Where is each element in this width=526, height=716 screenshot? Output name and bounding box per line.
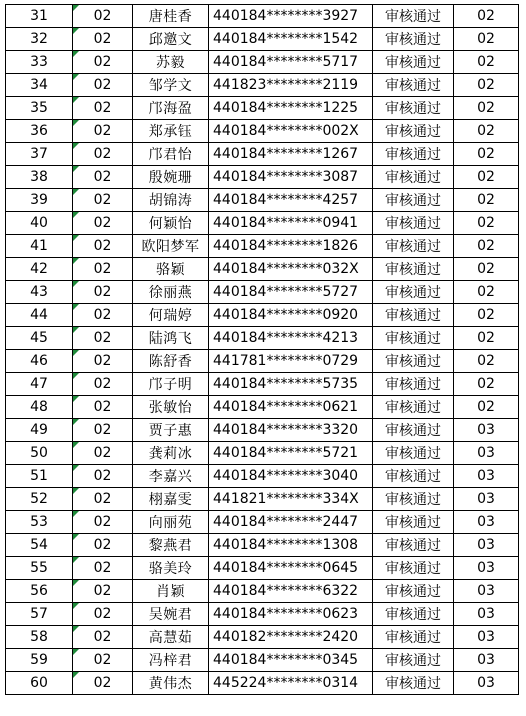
category-code-cell[interactable]: 02 xyxy=(454,28,519,51)
review-status-cell[interactable]: 审核通过 xyxy=(373,258,454,281)
group-code-text: 02 xyxy=(93,468,112,484)
group-code-cell[interactable] xyxy=(73,603,133,626)
id-number-cell[interactable]: 440184********0645 xyxy=(209,557,373,580)
review-status-cell[interactable]: 审核通过 xyxy=(373,603,454,626)
green-triangle-indicator-icon xyxy=(73,511,79,517)
group-code-cell[interactable] xyxy=(73,120,133,143)
applicant-name-cell[interactable]: 龚莉冰 xyxy=(133,442,209,465)
table-row[interactable] xyxy=(6,419,519,442)
category-code-cell[interactable]: 02 xyxy=(454,5,519,28)
green-triangle-indicator-icon xyxy=(73,5,79,11)
applicant-name-cell[interactable]: 邝君怡 xyxy=(133,143,209,166)
id-number-cell[interactable]: 440184********0623 xyxy=(209,603,373,626)
category-code-cell[interactable]: 02 xyxy=(454,74,519,97)
group-code-cell[interactable] xyxy=(73,5,133,28)
review-status-cell[interactable]: 审核通过 xyxy=(373,212,454,235)
group-code-cell[interactable] xyxy=(73,74,133,97)
category-code-cell[interactable]: 02 xyxy=(454,189,519,212)
group-code-cell[interactable] xyxy=(73,442,133,465)
group-code-text: 02 xyxy=(93,537,112,553)
review-status-cell[interactable]: 审核通过 xyxy=(373,649,454,672)
review-status-cell[interactable]: 审核通过 xyxy=(373,97,454,120)
group-code-cell[interactable] xyxy=(73,534,133,557)
green-triangle-indicator-icon xyxy=(73,442,79,448)
table-row[interactable] xyxy=(6,281,519,304)
table-row[interactable] xyxy=(6,534,519,557)
category-code-cell[interactable]: 03 xyxy=(454,626,519,649)
review-status-cell[interactable]: 审核通过 xyxy=(373,189,454,212)
category-code-cell[interactable]: 03 xyxy=(454,649,519,672)
group-code-cell[interactable] xyxy=(73,626,133,649)
id-number-cell[interactable]: 440184********3040 xyxy=(209,465,373,488)
group-code-cell[interactable] xyxy=(73,419,133,442)
row-number-cell[interactable]: 47 xyxy=(6,373,73,396)
category-code-cell[interactable]: 02 xyxy=(454,350,519,373)
id-number-cell[interactable]: 440184********5727 xyxy=(209,281,373,304)
review-status-cell[interactable]: 审核通过 xyxy=(373,465,454,488)
group-code-text: 02 xyxy=(93,146,112,162)
green-triangle-indicator-icon xyxy=(73,189,79,195)
applicant-name-cell[interactable]: 贾子惠 xyxy=(133,419,209,442)
review-status-cell[interactable]: 审核通过 xyxy=(373,442,454,465)
category-code-cell[interactable]: 02 xyxy=(454,373,519,396)
row-number-cell[interactable]: 52 xyxy=(6,488,73,511)
applicant-name-cell[interactable]: 张敏怡 xyxy=(133,396,209,419)
group-code-cell[interactable] xyxy=(73,580,133,603)
review-status-cell[interactable]: 审核通过 xyxy=(373,350,454,373)
group-code-text: 02 xyxy=(93,583,112,599)
row-number-cell[interactable]: 58 xyxy=(6,626,73,649)
table-row[interactable] xyxy=(6,672,519,695)
group-code-cell[interactable] xyxy=(73,396,133,419)
group-code-text: 02 xyxy=(93,8,112,24)
group-code-cell[interactable] xyxy=(73,235,133,258)
group-code-text: 02 xyxy=(93,77,112,93)
group-code-text: 02 xyxy=(93,330,112,346)
id-number-cell[interactable]: 441781********0729 xyxy=(209,350,373,373)
review-status-cell[interactable]: 审核通过 xyxy=(373,166,454,189)
applicant-name-cell[interactable]: 唐桂香 xyxy=(133,5,209,28)
green-triangle-indicator-icon xyxy=(73,534,79,540)
group-code-text: 02 xyxy=(93,652,112,668)
group-code-text: 02 xyxy=(93,307,112,323)
group-code-text: 02 xyxy=(93,284,112,300)
applicant-name-cell[interactable]: 邱邀文 xyxy=(133,28,209,51)
applicant-name-cell[interactable]: 骆颖 xyxy=(133,258,209,281)
category-code-cell[interactable]: 02 xyxy=(454,143,519,166)
category-code-cell[interactable]: 03 xyxy=(454,672,519,695)
id-number-cell[interactable]: 440184********5721 xyxy=(209,442,373,465)
green-triangle-indicator-icon xyxy=(73,143,79,149)
group-code-text: 02 xyxy=(93,100,112,116)
id-number-cell[interactable]: 440184********4213 xyxy=(209,327,373,350)
applicant-name-cell[interactable]: 苏毅 xyxy=(133,51,209,74)
id-number-cell[interactable]: 445224********0314 xyxy=(209,672,373,695)
row-number-cell[interactable]: 38 xyxy=(6,166,73,189)
id-number-cell[interactable]: 440184********5735 xyxy=(209,373,373,396)
review-status-cell[interactable]: 审核通过 xyxy=(373,120,454,143)
green-triangle-indicator-icon xyxy=(73,28,79,34)
review-status-cell[interactable]: 审核通过 xyxy=(373,557,454,580)
category-code-cell[interactable]: 03 xyxy=(454,580,519,603)
group-code-text: 02 xyxy=(93,215,112,231)
row-number-cell[interactable]: 44 xyxy=(6,304,73,327)
group-code-cell[interactable] xyxy=(73,97,133,120)
applicant-name-cell[interactable]: 冯梓君 xyxy=(133,649,209,672)
group-code-text: 02 xyxy=(93,169,112,185)
group-code-cell[interactable] xyxy=(73,465,133,488)
applicant-name-cell[interactable]: 欧阳梦军 xyxy=(133,235,209,258)
green-triangle-indicator-icon xyxy=(73,419,79,425)
id-number-cell[interactable]: 440184********0345 xyxy=(209,649,373,672)
review-status-cell[interactable]: 审核通过 xyxy=(373,373,454,396)
review-status-cell[interactable]: 审核通过 xyxy=(373,304,454,327)
id-number-cell[interactable]: 440184********3927 xyxy=(209,5,373,28)
review-status-cell[interactable]: 审核通过 xyxy=(373,5,454,28)
row-number-cell[interactable]: 43 xyxy=(6,281,73,304)
results-table xyxy=(5,4,519,695)
row-number-cell[interactable]: 41 xyxy=(6,235,73,258)
green-triangle-indicator-icon xyxy=(73,235,79,241)
green-triangle-indicator-icon xyxy=(73,327,79,333)
table-row[interactable] xyxy=(6,511,519,534)
group-code-text: 02 xyxy=(93,376,112,392)
group-code-cell[interactable] xyxy=(73,649,133,672)
table-row[interactable] xyxy=(6,350,519,373)
group-code-cell[interactable] xyxy=(73,281,133,304)
row-number-cell[interactable]: 54 xyxy=(6,534,73,557)
id-number-cell[interactable]: 440184********0920 xyxy=(209,304,373,327)
row-number-cell[interactable]: 33 xyxy=(6,51,73,74)
table-row[interactable] xyxy=(6,603,519,626)
review-status-cell[interactable]: 审核通过 xyxy=(373,143,454,166)
review-status-cell[interactable]: 审核通过 xyxy=(373,51,454,74)
table-row[interactable] xyxy=(6,212,519,235)
green-triangle-indicator-icon xyxy=(73,603,79,609)
id-number-cell[interactable]: 440184********1308 xyxy=(209,534,373,557)
group-code-text: 02 xyxy=(93,123,112,139)
green-triangle-indicator-icon xyxy=(73,166,79,172)
group-code-text: 02 xyxy=(93,238,112,254)
green-triangle-indicator-icon xyxy=(73,258,79,264)
applicant-name-cell[interactable]: 郑承钰 xyxy=(133,120,209,143)
table-row[interactable] xyxy=(6,166,519,189)
applicant-name-cell[interactable]: 黎燕君 xyxy=(133,534,209,557)
row-number-cell[interactable]: 40 xyxy=(6,212,73,235)
green-triangle-indicator-icon xyxy=(73,74,79,80)
table-row[interactable] xyxy=(6,465,519,488)
review-status-cell[interactable]: 审核通过 xyxy=(373,327,454,350)
table-row[interactable] xyxy=(6,304,519,327)
review-status-cell[interactable]: 审核通过 xyxy=(373,74,454,97)
category-code-cell[interactable]: 03 xyxy=(454,442,519,465)
page-bottom-margin xyxy=(0,710,526,716)
group-code-cell[interactable] xyxy=(73,672,133,695)
id-number-cell[interactable]: 440184********2447 xyxy=(209,511,373,534)
review-status-cell[interactable]: 审核通过 xyxy=(373,511,454,534)
row-number-cell[interactable]: 53 xyxy=(6,511,73,534)
applicant-name-cell[interactable]: 陆鸿飞 xyxy=(133,327,209,350)
id-number-cell[interactable]: 441823********2119 xyxy=(209,74,373,97)
table-row[interactable] xyxy=(6,51,519,74)
table-row[interactable] xyxy=(6,28,519,51)
applicant-name-cell[interactable]: 邝海盈 xyxy=(133,97,209,120)
category-code-cell[interactable]: 02 xyxy=(454,304,519,327)
green-triangle-indicator-icon xyxy=(73,626,79,632)
table-row[interactable] xyxy=(6,557,519,580)
table-row[interactable] xyxy=(6,488,519,511)
group-code-cell[interactable] xyxy=(73,327,133,350)
applicant-name-cell[interactable]: 李嘉兴 xyxy=(133,465,209,488)
table-row[interactable] xyxy=(6,143,519,166)
id-number-cell[interactable]: 440184********0941 xyxy=(209,212,373,235)
row-number-cell[interactable]: 32 xyxy=(6,28,73,51)
review-status-cell[interactable]: 审核通过 xyxy=(373,235,454,258)
group-code-text: 02 xyxy=(93,261,112,277)
group-code-cell[interactable] xyxy=(73,28,133,51)
category-code-cell[interactable]: 03 xyxy=(454,534,519,557)
category-code-cell[interactable]: 02 xyxy=(454,97,519,120)
group-code-text: 02 xyxy=(93,514,112,530)
group-code-cell[interactable] xyxy=(73,557,133,580)
table-row[interactable] xyxy=(6,74,519,97)
table-row[interactable] xyxy=(6,327,519,350)
table-row[interactable] xyxy=(6,235,519,258)
row-number-cell[interactable]: 49 xyxy=(6,419,73,442)
group-code-cell[interactable] xyxy=(73,511,133,534)
row-number-cell[interactable]: 48 xyxy=(6,396,73,419)
category-code-cell[interactable]: 03 xyxy=(454,419,519,442)
category-code-cell[interactable]: 02 xyxy=(454,212,519,235)
green-triangle-indicator-icon xyxy=(73,304,79,310)
group-code-cell[interactable] xyxy=(73,143,133,166)
table-row[interactable] xyxy=(6,189,519,212)
row-number-cell[interactable]: 60 xyxy=(6,672,73,695)
review-status-cell[interactable]: 审核通过 xyxy=(373,580,454,603)
id-number-cell[interactable]: 440184********032X xyxy=(209,258,373,281)
applicant-name-cell[interactable]: 徐丽燕 xyxy=(133,281,209,304)
table-body xyxy=(6,5,519,695)
green-triangle-indicator-icon xyxy=(73,557,79,563)
category-code-cell[interactable]: 03 xyxy=(454,557,519,580)
group-code-cell[interactable] xyxy=(73,189,133,212)
row-number-cell[interactable]: 45 xyxy=(6,327,73,350)
category-code-cell[interactable]: 03 xyxy=(454,511,519,534)
category-code-cell[interactable]: 02 xyxy=(454,51,519,74)
group-code-cell[interactable] xyxy=(73,304,133,327)
table-row[interactable] xyxy=(6,97,519,120)
applicant-name-cell[interactable]: 邹学文 xyxy=(133,74,209,97)
id-number-cell[interactable]: 440184********4257 xyxy=(209,189,373,212)
group-code-text: 02 xyxy=(93,353,112,369)
group-code-text: 02 xyxy=(93,399,112,415)
table-row[interactable] xyxy=(6,5,519,28)
green-triangle-indicator-icon xyxy=(73,373,79,379)
id-number-cell[interactable]: 440184********1826 xyxy=(209,235,373,258)
group-code-cell[interactable] xyxy=(73,258,133,281)
green-triangle-indicator-icon xyxy=(73,350,79,356)
id-number-cell[interactable]: 440184********002X xyxy=(209,120,373,143)
applicant-name-cell[interactable]: 邝子明 xyxy=(133,373,209,396)
group-code-cell[interactable] xyxy=(73,350,133,373)
category-code-cell[interactable]: 03 xyxy=(454,488,519,511)
category-code-cell[interactable]: 02 xyxy=(454,327,519,350)
group-code-cell[interactable] xyxy=(73,373,133,396)
applicant-name-cell[interactable]: 吴婉君 xyxy=(133,603,209,626)
group-code-text: 02 xyxy=(93,675,112,691)
applicant-name-cell[interactable]: 高慧茹 xyxy=(133,626,209,649)
id-number-cell[interactable]: 440184********5717 xyxy=(209,51,373,74)
review-status-cell[interactable]: 审核通过 xyxy=(373,626,454,649)
group-code-text: 02 xyxy=(93,192,112,208)
row-number-cell[interactable]: 34 xyxy=(6,74,73,97)
id-number-cell[interactable]: 440184********1267 xyxy=(209,143,373,166)
row-number-cell[interactable]: 57 xyxy=(6,603,73,626)
review-status-cell[interactable]: 审核通过 xyxy=(373,534,454,557)
review-status-cell[interactable]: 审核通过 xyxy=(373,28,454,51)
group-code-cell[interactable] xyxy=(73,212,133,235)
category-code-cell[interactable]: 02 xyxy=(454,281,519,304)
row-number-cell[interactable]: 37 xyxy=(6,143,73,166)
group-code-text: 02 xyxy=(93,629,112,645)
id-number-cell[interactable]: 440184********1542 xyxy=(209,28,373,51)
review-status-cell[interactable]: 审核通过 xyxy=(373,672,454,695)
row-number-cell[interactable]: 50 xyxy=(6,442,73,465)
green-triangle-indicator-icon xyxy=(73,580,79,586)
row-number-cell[interactable]: 39 xyxy=(6,189,73,212)
id-number-cell[interactable]: 440184********1225 xyxy=(209,97,373,120)
category-code-cell[interactable]: 02 xyxy=(454,235,519,258)
green-triangle-indicator-icon xyxy=(73,488,79,494)
id-number-cell[interactable]: 441821********334X xyxy=(209,488,373,511)
applicant-name-cell[interactable]: 黄伟杰 xyxy=(133,672,209,695)
group-code-text: 02 xyxy=(93,491,112,507)
table-row[interactable] xyxy=(6,396,519,419)
group-code-text: 02 xyxy=(93,422,112,438)
green-triangle-indicator-icon xyxy=(73,396,79,402)
row-number-cell[interactable]: 42 xyxy=(6,258,73,281)
row-number-cell[interactable]: 56 xyxy=(6,580,73,603)
row-number-cell[interactable]: 35 xyxy=(6,97,73,120)
group-code-cell[interactable] xyxy=(73,488,133,511)
applicant-name-cell[interactable]: 殷婉珊 xyxy=(133,166,209,189)
row-number-cell[interactable]: 36 xyxy=(6,120,73,143)
review-status-cell[interactable]: 审核通过 xyxy=(373,396,454,419)
category-code-cell[interactable]: 02 xyxy=(454,166,519,189)
row-number-cell[interactable]: 31 xyxy=(6,5,73,28)
review-status-cell[interactable]: 审核通过 xyxy=(373,488,454,511)
row-number-cell[interactable]: 46 xyxy=(6,350,73,373)
table-row[interactable] xyxy=(6,442,519,465)
group-code-text: 02 xyxy=(93,31,112,47)
category-code-cell[interactable]: 03 xyxy=(454,465,519,488)
group-code-cell[interactable] xyxy=(73,51,133,74)
review-status-cell[interactable]: 审核通过 xyxy=(373,281,454,304)
row-number-cell[interactable]: 59 xyxy=(6,649,73,672)
green-triangle-indicator-icon xyxy=(73,649,79,655)
row-number-cell[interactable]: 55 xyxy=(6,557,73,580)
id-number-cell[interactable]: 440182********2420 xyxy=(209,626,373,649)
green-triangle-indicator-icon xyxy=(73,97,79,103)
review-status-cell[interactable]: 审核通过 xyxy=(373,419,454,442)
green-triangle-indicator-icon xyxy=(73,51,79,57)
id-number-cell[interactable]: 440184********0621 xyxy=(209,396,373,419)
id-number-cell[interactable]: 440184********3320 xyxy=(209,419,373,442)
group-code-cell[interactable] xyxy=(73,166,133,189)
applicant-name-cell[interactable]: 何颖怡 xyxy=(133,212,209,235)
table-row[interactable] xyxy=(6,120,519,143)
green-triangle-indicator-icon xyxy=(73,120,79,126)
table-row[interactable] xyxy=(6,626,519,649)
applicant-name-cell[interactable]: 向丽苑 xyxy=(133,511,209,534)
applicant-name-cell[interactable]: 骆美玲 xyxy=(133,557,209,580)
applicant-name-cell[interactable]: 胡锦涛 xyxy=(133,189,209,212)
green-triangle-indicator-icon xyxy=(73,212,79,218)
category-code-cell[interactable]: 02 xyxy=(454,258,519,281)
green-triangle-indicator-icon xyxy=(73,672,79,678)
table-row[interactable] xyxy=(6,258,519,281)
group-code-text: 02 xyxy=(93,54,112,70)
group-code-text: 02 xyxy=(93,445,112,461)
green-triangle-indicator-icon xyxy=(73,465,79,471)
applicant-name-cell[interactable]: 栩嘉雯 xyxy=(133,488,209,511)
id-number-cell[interactable]: 440184********6322 xyxy=(209,580,373,603)
applicant-name-cell[interactable]: 何瑞婷 xyxy=(133,304,209,327)
table-row[interactable] xyxy=(6,649,519,672)
applicant-name-cell[interactable]: 陈舒香 xyxy=(133,350,209,373)
table-row[interactable] xyxy=(6,373,519,396)
group-code-text: 02 xyxy=(93,560,112,576)
category-code-cell[interactable]: 03 xyxy=(454,603,519,626)
category-code-cell[interactable]: 02 xyxy=(454,120,519,143)
applicant-name-cell[interactable]: 肖颖 xyxy=(133,580,209,603)
table-row[interactable] xyxy=(6,580,519,603)
row-number-cell[interactable]: 51 xyxy=(6,465,73,488)
category-code-cell[interactable]: 02 xyxy=(454,396,519,419)
group-code-text: 02 xyxy=(93,606,112,622)
id-number-cell[interactable]: 440184********3087 xyxy=(209,166,373,189)
green-triangle-indicator-icon xyxy=(73,281,79,287)
